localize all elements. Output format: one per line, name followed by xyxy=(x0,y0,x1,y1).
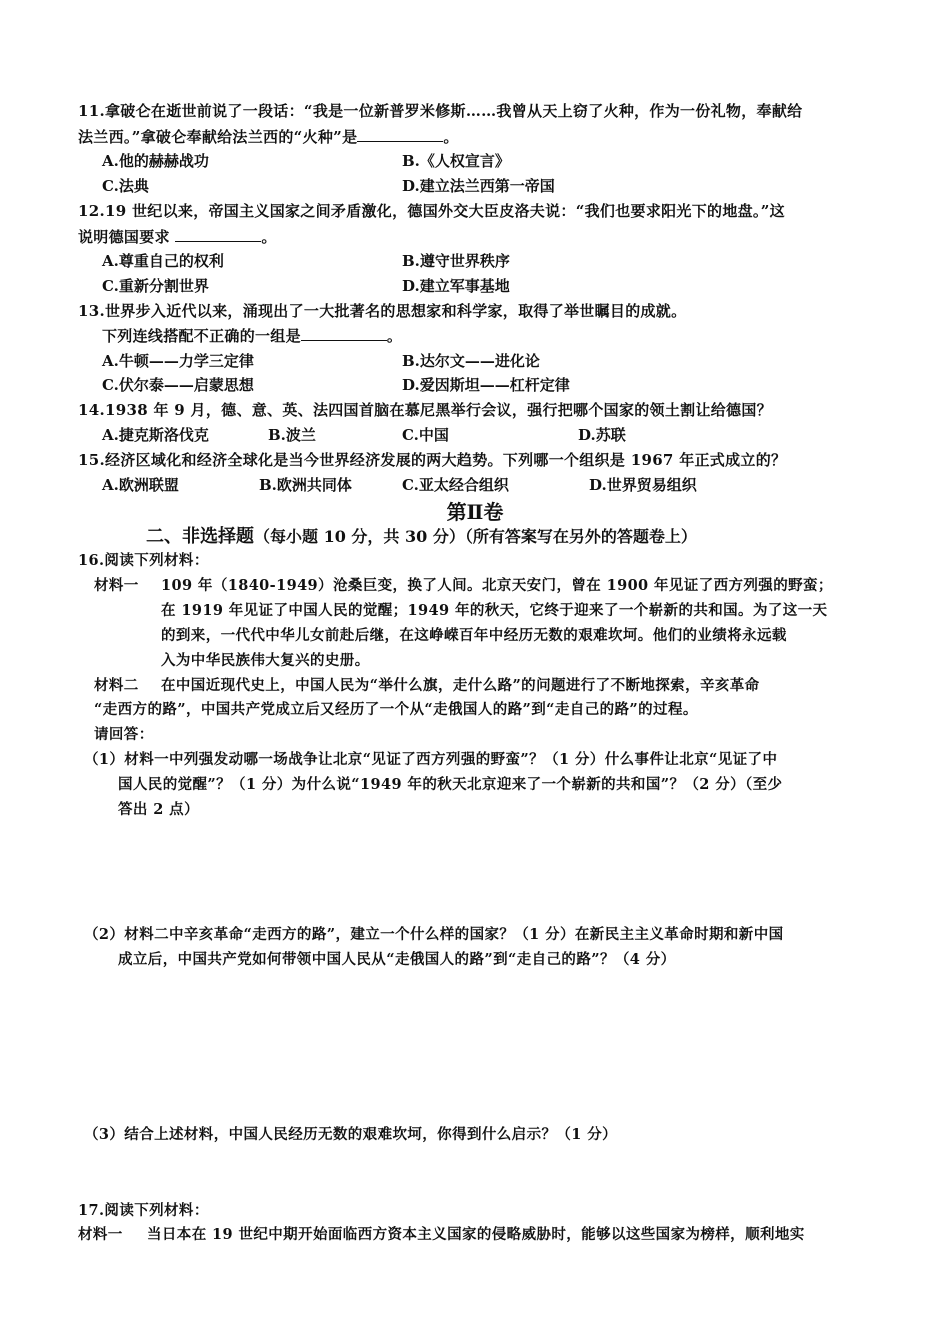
q17-material1-line1: 当日本在 19 世纪中期开始面临西方资本主义国家的侵略威胁时，能够以这些国家为榜样，顺利地实 xyxy=(147,1226,805,1243)
q13-stem-line2: 下列连线搭配不正确的一组是 。 xyxy=(102,327,403,345)
q12-stem-line2: 说明德国要求 。 xyxy=(78,228,277,246)
q13-option-b: B.达尔文——进化论 xyxy=(402,352,540,370)
q16-part3-line1: （3）结合上述材料，中国人民经历无数的艰难坎坷，你得到什么启示？（1 分） xyxy=(84,1126,618,1143)
q13-stem-line1: 13.世界步入近代以来，涌现出了一大批著名的思想家和科学家，取得了举世瞩目的成就。 xyxy=(78,302,687,320)
q14-option-d: D.苏联 xyxy=(578,426,626,444)
q16-material1-line3: 的到来，一代代中华儿女前赴后继，在这峥嵘百年中经历无数的艰难坎坷。他们的业绩将永远载 xyxy=(161,627,787,644)
q16-material2-label: 材料二 xyxy=(94,677,139,694)
q16-part2-line2: 成立后，中国共产党如何带领中国人民从“走俄国人的路”到“走自己的路”？（4 分） xyxy=(118,951,676,968)
q16-material1-line1: 109 年（1840-1949）沧桑巨变，换了人间。北京天安门，曾在 1900 年见证了西方列强的野蛮； xyxy=(161,577,833,594)
q16-part2-line1: （2）材料二中辛亥革命“走西方的路”，建立一个什么样的国家？（1 分）在新民主主义革命时期和新中国 xyxy=(84,926,784,943)
part-two-title: 第Ⅱ卷 xyxy=(446,500,504,524)
q16-material2-line1: 在中国近现代史上，中国人民为“举什么旗，走什么路”的问题进行了不断地探索，辛亥革命 xyxy=(161,677,760,694)
q15-stem: 15.经济区域化和经济全球化是当今世界经济发展的两大趋势。下列哪一个组织是 1967 年正式成立的？ xyxy=(78,451,787,469)
q16-intro: 16.阅读下列材料： xyxy=(78,552,209,569)
q11-stem-line1: 11.拿破仑在逝世前说了一段话：“我是一位新普罗米修斯……我曾从天上窃了火种，作为一份礼物，奉献给 xyxy=(78,102,803,120)
answer-blank xyxy=(301,326,387,341)
q16-part1-line3: 答出 2 点） xyxy=(118,801,199,818)
q12-stem-line1: 12.19 世纪以来，帝国主义国家之间矛盾激化，德国外交大臣皮洛夫说：“我们也要求阳光下的地盘。”这 xyxy=(78,202,785,220)
q16-part1-line1: （1）材料一中列强发动哪一场战争让北京“见证了西方列强的野蛮”？（1 分）什么事件让北京“见证了中 xyxy=(84,751,778,768)
q15-option-c: C.亚太经合组织 xyxy=(402,476,509,494)
q14-option-a: A.捷克斯洛伐克 xyxy=(102,426,209,444)
q11-option-a: A.他的赫赫战功 xyxy=(102,152,209,170)
q14-option-c: C.中国 xyxy=(402,426,449,444)
q13-option-c: C.伏尔泰——启蒙思想 xyxy=(102,376,254,394)
q16-ask: 请回答： xyxy=(94,726,154,743)
section-heading: 二、非选择题（每小题 10 分，共 30 分）（所有答案写在另外的答题卷上） xyxy=(146,526,697,547)
q12-option-b: B.遵守世界秩序 xyxy=(402,252,510,270)
q12-option-d: D.建立军事基地 xyxy=(402,277,510,295)
q11-option-d: D.建立法兰西第一帝国 xyxy=(402,177,555,195)
q16-material2-line2: “走西方的路”，中国共产党成立后又经历了一个从“走俄国人的路”到“走自己的路”的过程。 xyxy=(94,701,698,718)
q16-material1-line4: 入为中华民族伟大复兴的史册。 xyxy=(161,652,370,669)
q15-option-a: A.欧洲联盟 xyxy=(102,476,179,494)
answer-blank xyxy=(357,127,443,142)
q14-stem: 14.1938 年 9 月，德、意、英、法四国首脑在慕尼黑举行会议，强行把哪个国家的领土割让给德国？ xyxy=(78,401,772,419)
q12-option-a: A.尊重自己的权利 xyxy=(102,252,224,270)
q15-option-b: B.欧洲共同体 xyxy=(259,476,352,494)
q11-option-c: C.法典 xyxy=(102,177,149,195)
answer-blank xyxy=(175,227,261,242)
q16-material1-line2: 在 1919 年见证了中国人民的觉醒；1949 年的秋天，它终于迎来了一个崭新的共和国。为了这一天 xyxy=(161,602,828,619)
q16-material1-label: 材料一 xyxy=(94,577,139,594)
q13-option-a: A.牛顿——力学三定律 xyxy=(102,352,254,370)
q11-stem-line2: 法兰西。”拿破仑奉献给法兰西的“火种”是 。 xyxy=(78,128,459,146)
q12-option-c: C.重新分割世界 xyxy=(102,277,209,295)
q16-part1-line2: 国人民的觉醒”？（1 分）为什么说“1949 年的秋天北京迎来了一个崭新的共和国”？（2 分）（至少 xyxy=(118,776,783,793)
q11-option-b: B.《人权宣言》 xyxy=(402,152,510,170)
q17-intro: 17.阅读下列材料： xyxy=(78,1202,209,1219)
q17-material1-label: 材料一 xyxy=(78,1226,123,1243)
q13-option-d: D.爱因斯坦——杠杆定律 xyxy=(402,376,570,394)
q15-option-d: D.世界贸易组织 xyxy=(589,476,697,494)
q14-option-b: B.波兰 xyxy=(268,426,316,444)
